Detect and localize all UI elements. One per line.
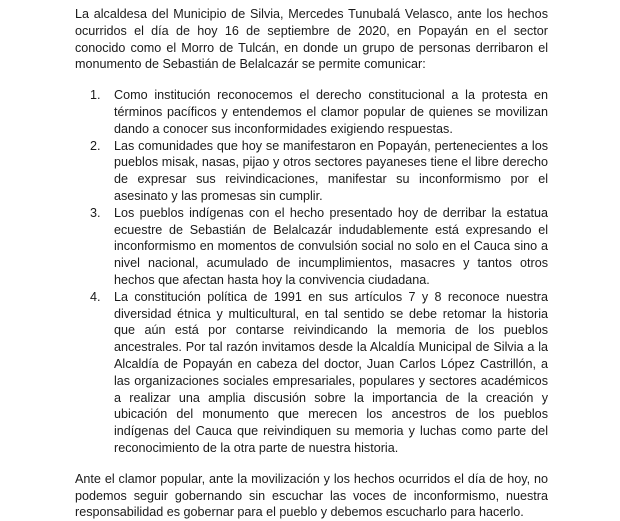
list-item: [75, 87, 548, 137]
list-item-text: Los pueblos indígenas con el hecho presentado hoy de derribar la estatua ecuestre de Sebastián de Belalcazár indudablemente está expresando el inconformismo en momentos de convulsión social no solo en el Cauca sino a nivel nacional, acumulado de incumplimientos, masacres y tantos otros hechos que afectan hasta hoy la convivencia ciudadana.: [114, 205, 548, 287]
intro-paragraph: La alcaldesa del Municipio de Silvia, Mercedes Tunubalá Velasco, ante los hechos ocurridos el día de hoy 16 de septiembre de 2020, en Popayán en el sector conocido como el Morro de Tulcán, en donde un grupo de personas derribaron el monumento de Sebastián de Belalcazár se permite comunicar:: [75, 7, 548, 72]
list-item-number: 2.: [90, 138, 101, 153]
list-item-text: Las comunidades que hoy se manifestaron en Popayán, pertenecientes a los pueblos misak, nasas, pijao y otros sectores payaneses tiene el libre derecho de expresar sus reivindicaciones, manifestar su inconformismo por el asesinato y las promesas sin cumplir.: [114, 138, 548, 203]
list-item-number: 3.: [90, 205, 101, 220]
list-item: [75, 289, 548, 457]
list-item: [75, 138, 548, 205]
statement-list: [75, 87, 548, 457]
list-item-number: 1.: [90, 88, 101, 103]
list-item-text: La constitución política de 1991 en sus artículos 7 y 8 reconoce nuestra diversidad étnica y multicultural, en tal sentido se debe retomar la historia que aún está por contarse reivindicando la memoria de los pueblos ancestrales. Por tal razón invitamos desde la Alcaldía Municipal de Silvia a la Alcaldía de Popayán en cabeza del doctor, Juan Carlos López Castrillón, a las organizaciones sociales empresariales, populares y sectores académicos a realizar una amplia discusión sobre la importancia de la creación y ubicación del monumento que merecen los ancestros de los pueblos indígenas del Cauca que reivindiquen su memoria y luchas como parte del reconocimiento de la otra parte de nuestra historia.: [114, 289, 548, 455]
list-item-number: 4.: [90, 289, 101, 304]
list-item: [75, 205, 548, 289]
list-item-text: Como institución reconocemos el derecho constitucional a la protesta en términos pacíficos y entendemos el clamor popular de quienes se movilizan dando a conocer sus inconformidades exigiendo respuestas.: [114, 88, 548, 136]
closing-paragraph: Ante el clamor popular, ante la movilización y los hechos ocurridos el día de hoy, no podemos seguir gobernando sin escuchar las voces de inconformismo, nuestra responsabilidad es gobernar para el pueblo y debemos escucharlo para hacerlo.: [75, 471, 548, 520]
